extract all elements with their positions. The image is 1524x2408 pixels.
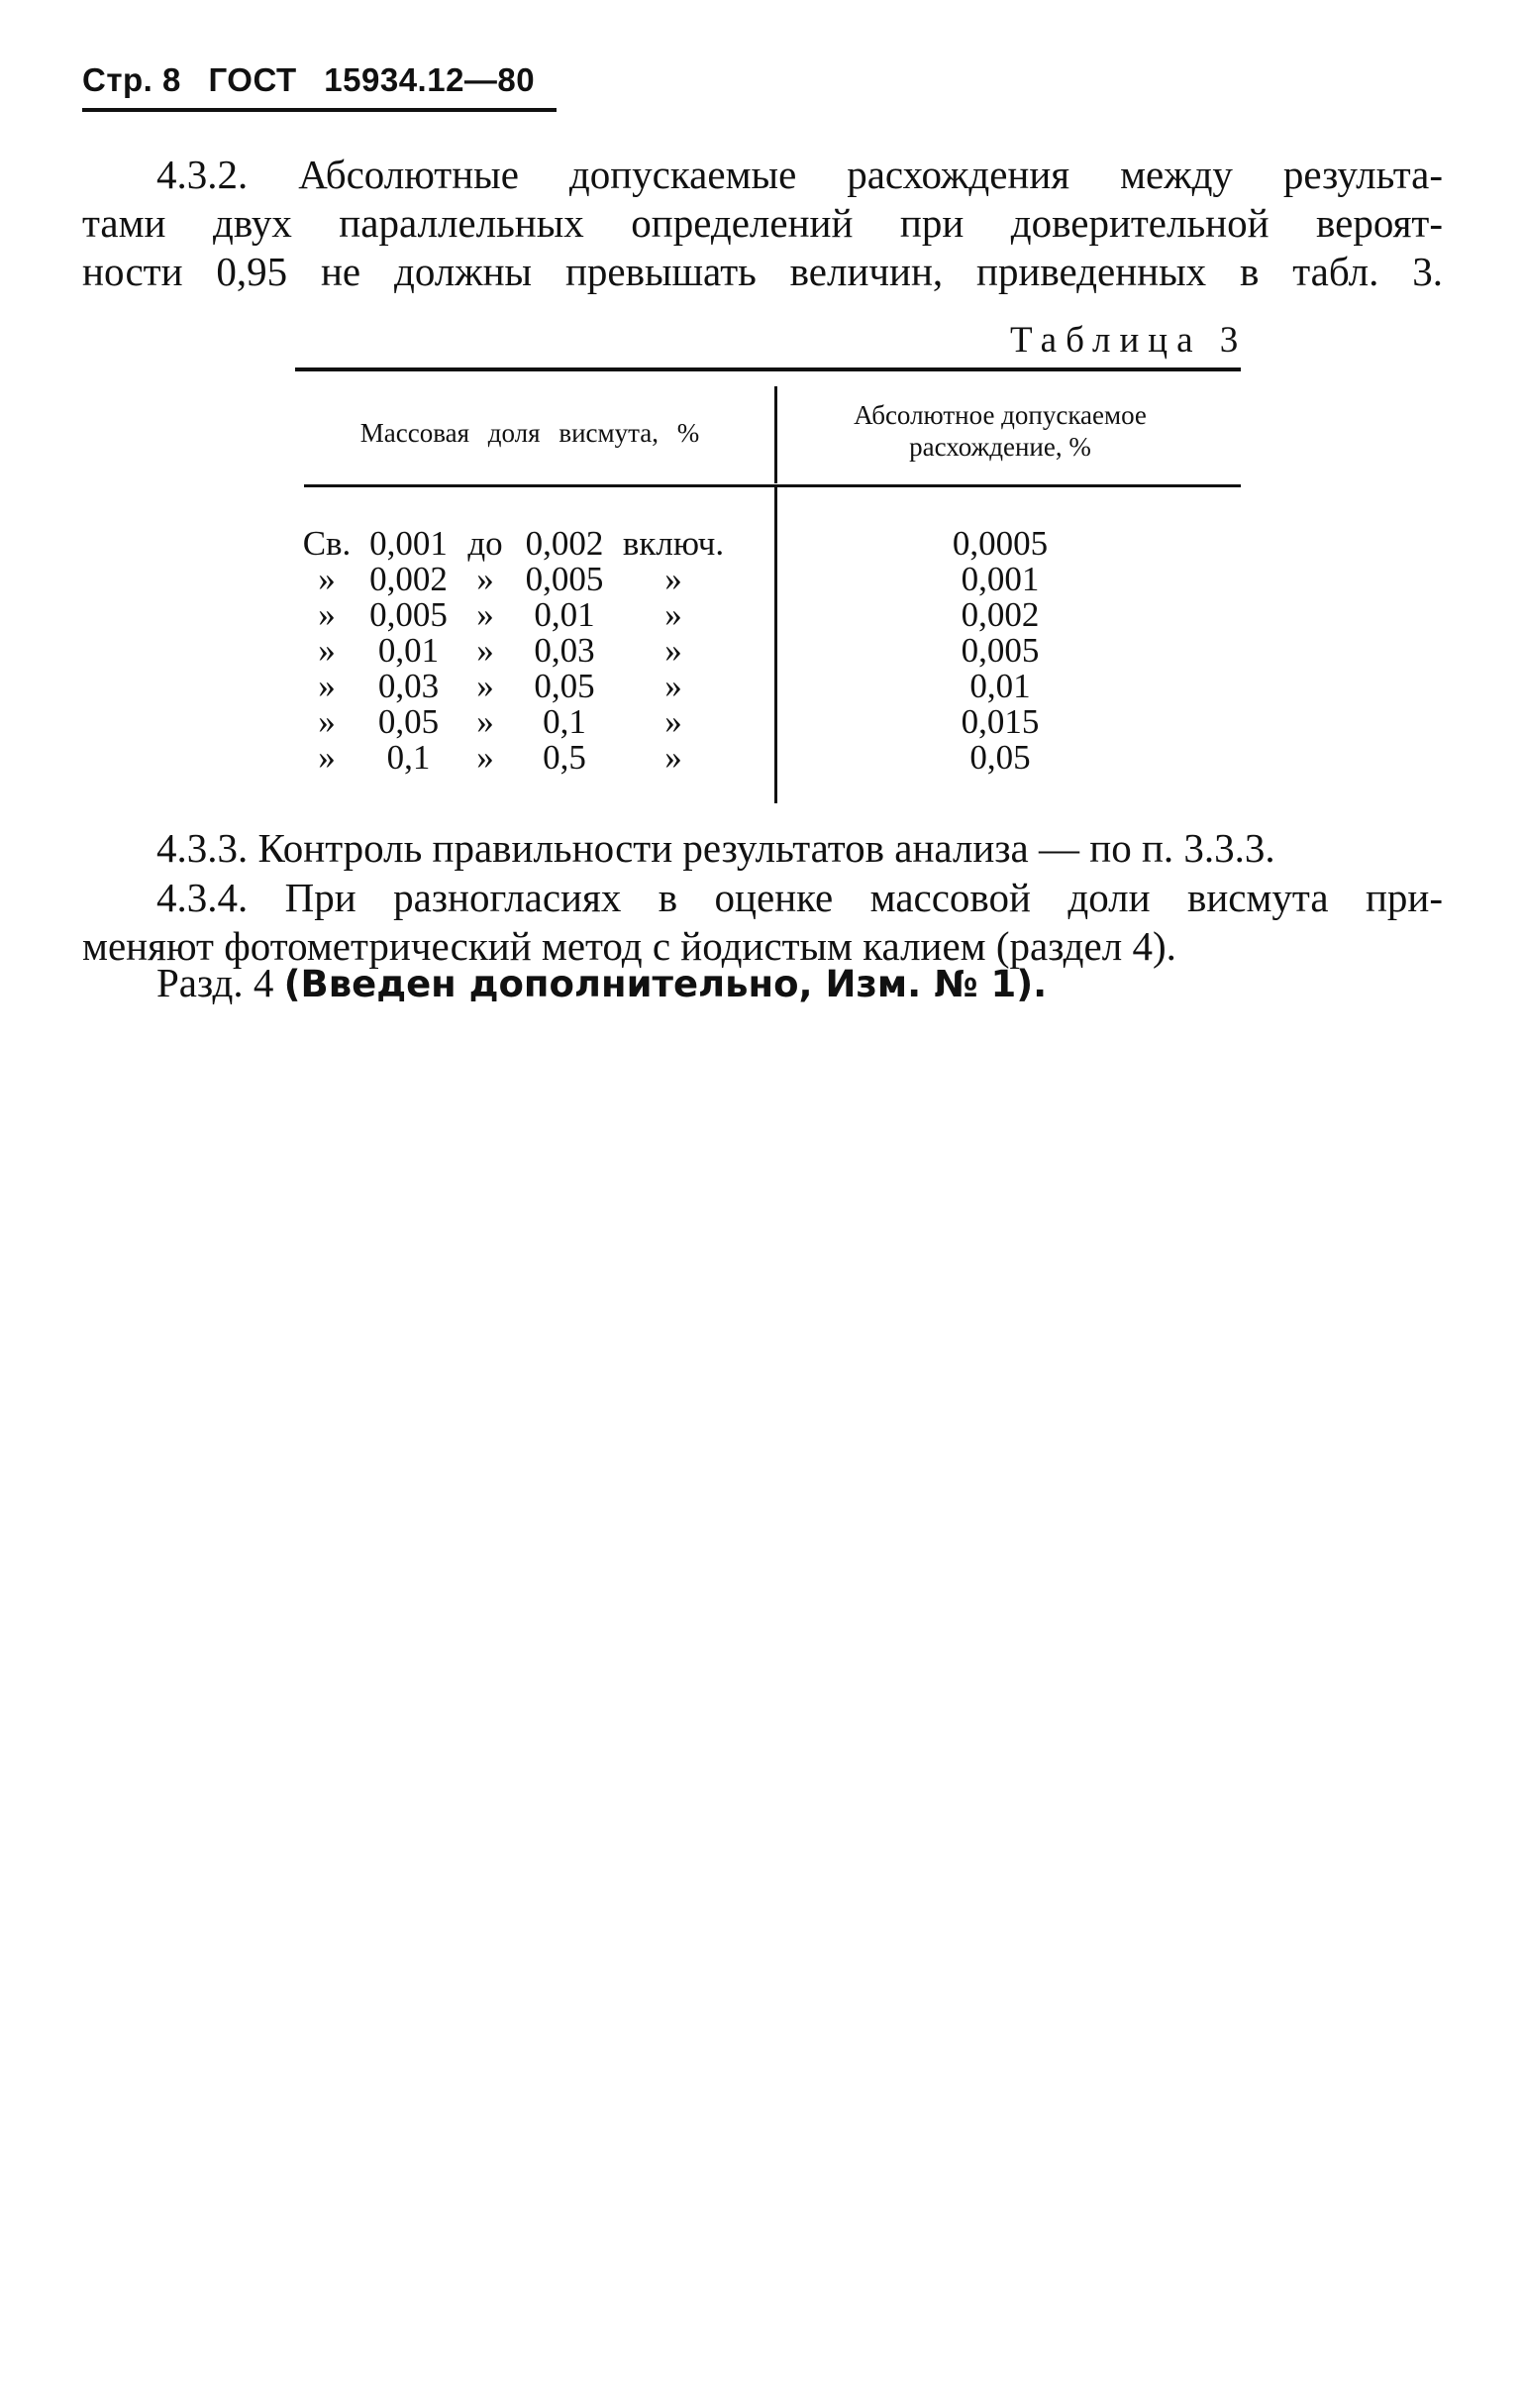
cell-tolerance-value: 0,001: [961, 560, 1040, 598]
cell-mid: »: [476, 631, 494, 670]
standard-label: ГОСТ: [208, 61, 297, 98]
table-caption: Таблица 3: [1010, 320, 1248, 361]
amendment-note-line: [82, 959, 1443, 1008]
cell-from: 0,005: [369, 595, 448, 634]
cell-mid: »: [476, 667, 494, 705]
cell-prefix: »: [318, 595, 336, 634]
cell-from: 0,001: [369, 524, 448, 563]
cell-to: 0,005: [525, 560, 604, 598]
paragraph-line: тами двух параллельных определений при доверительной вероят-: [82, 200, 1443, 246]
cell-suffix: »: [664, 631, 682, 670]
paragraph-line: ности 0,95 не должны превышать величин, приведенных в табл. 3.: [82, 249, 1443, 294]
cell-suffix: »: [664, 738, 682, 777]
cell-from: 0,05: [377, 702, 440, 741]
cell-tolerance-value: 0,05: [969, 738, 1031, 777]
paragraph-line: 4.3.2. Абсолютные допускаемые расхождения между результа-: [156, 152, 1443, 197]
cell-tolerance-value: 0,005: [961, 631, 1040, 670]
cell-tolerance-value: 0,002: [961, 595, 1040, 634]
paragraph-line: 4.3.3. Контроль правильности результатов анализа — по п. 3.3.3.: [156, 825, 1275, 871]
section-4-3-2: [82, 151, 1443, 296]
cell-mid: до: [467, 524, 503, 563]
cell-prefix: »: [318, 667, 336, 705]
cell-tolerance-value: 0,015: [961, 702, 1040, 741]
column-header-tolerance: Абсолютное допускаемое расхождение, %: [854, 400, 1147, 462]
cell-from: 0,002: [369, 560, 448, 598]
section-4-3-4: [82, 874, 1443, 971]
amendment-note: [82, 959, 1443, 1008]
cell-to: 0,1: [543, 702, 586, 741]
cell-suffix: включ.: [622, 524, 725, 563]
cell-suffix: »: [664, 595, 682, 634]
cell-to: 0,01: [534, 595, 595, 634]
column-header-mass-fraction: Массовая доля висмута, %: [359, 418, 700, 448]
cell-mid: »: [476, 702, 494, 741]
cell-to: 0,002: [525, 524, 604, 563]
cell-mid: »: [476, 560, 494, 598]
table-column-divider: [774, 487, 777, 803]
paragraph-line: 4.3.4. При разногласиях в оценке массовой доли висмута при-: [156, 875, 1443, 920]
cell-to: 0,5: [543, 738, 586, 777]
amendment-note-prefix: Разд. 4: [156, 960, 274, 1005]
cell-suffix: »: [664, 667, 682, 705]
cell-prefix: »: [318, 738, 336, 777]
cell-prefix: »: [318, 560, 336, 598]
cell-prefix: Св.: [302, 524, 352, 563]
paragraph-line: меняют фотометрический метод с йодистым калием (раздел 4).: [82, 923, 1176, 969]
standard-number: 15934.12—80: [324, 61, 536, 98]
cell-tolerance-value: 0,01: [969, 667, 1031, 705]
table-header-rule: [304, 484, 1241, 487]
page-header: [82, 61, 553, 99]
section-4-3-3: [82, 824, 1443, 873]
cell-mid: »: [476, 595, 494, 634]
cell-tolerance-value: 0,0005: [952, 524, 1049, 563]
cell-from: 0,03: [377, 667, 440, 705]
cell-suffix: »: [664, 702, 682, 741]
table-column-divider: [774, 386, 777, 483]
header-rule: [82, 108, 557, 112]
cell-from: 0,1: [386, 738, 431, 777]
amendment-note-bold: (Введен дополнительно, Изм. № 1).: [283, 963, 1048, 1005]
cell-mid: »: [476, 738, 494, 777]
page-number: Стр. 8: [82, 61, 181, 98]
cell-prefix: »: [318, 631, 336, 670]
cell-to: 0,03: [534, 631, 595, 670]
cell-prefix: »: [318, 702, 336, 741]
table-top-rule: [295, 367, 1241, 371]
cell-to: 0,05: [534, 667, 595, 705]
cell-suffix: »: [664, 560, 682, 598]
cell-from: 0,01: [377, 631, 440, 670]
